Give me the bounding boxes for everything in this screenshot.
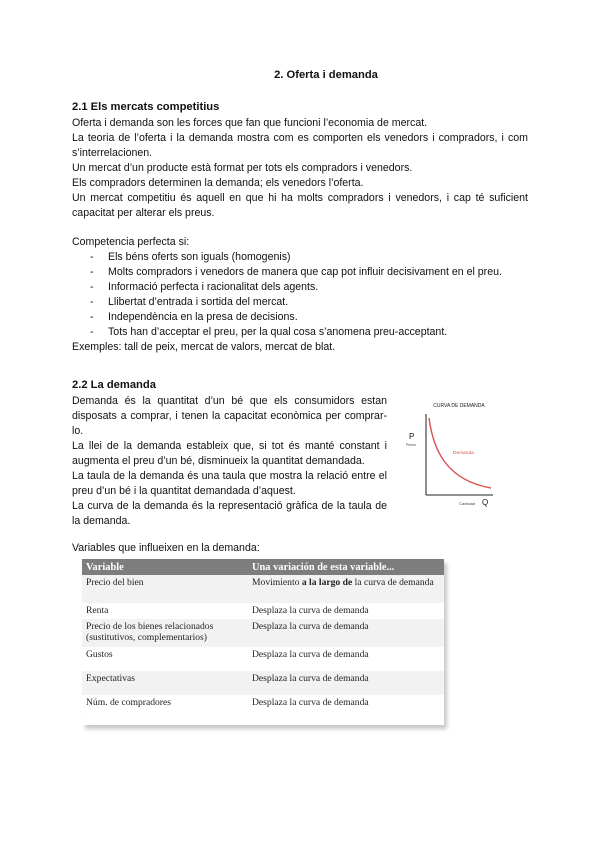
variable-cell: Precio de los bienes relacionados (sustitutivos, complementarios) <box>82 619 248 647</box>
paragraph: La curva de la demanda és la representació gràfica de la taula de la demanda. <box>72 500 387 527</box>
paragraph: La llei de la demanda estableix que, si tot és manté constant i augmenta el preu d’un bé, disminueix la quantitat demandada. <box>72 440 387 467</box>
effect-cell: Desplaza la curva de demanda <box>248 603 444 619</box>
variable-cell: Precio del bien <box>82 575 248 603</box>
table-header-row <box>82 559 444 575</box>
y-axis-sublabel: Precio <box>406 443 416 447</box>
competencia-block <box>72 235 528 355</box>
list-item: - Tots han d’acceptar el preu, per la qual cosa s’anomena preu-acceptant. <box>72 325 528 340</box>
figure-title: CURVA DE DEMANDA <box>433 403 485 409</box>
variables-label: Variables que influeixen en la demanda: <box>72 542 260 554</box>
table-row <box>82 619 444 647</box>
paragraph: La teoria de l’oferta i la demanda mostra com es comporten els venedors i compradors, i com s’interrelacionen. <box>72 132 528 159</box>
section-heading-demanda: 2.2 La demanda <box>72 379 156 391</box>
list-item: - Independència en la presa de decisions. <box>72 310 528 325</box>
effect-cell: Desplaza la curva de demanda <box>248 647 444 671</box>
curve-label: Demanda <box>453 451 474 456</box>
variable-cell: Renta <box>82 603 248 619</box>
table-row <box>82 647 444 671</box>
table-row <box>82 671 444 695</box>
effect-text: Movimiento <box>252 577 302 588</box>
table-row <box>82 695 444 725</box>
paragraph: Oferta i demanda son les forces que fan que funcioni l’economia de mercat. <box>72 117 428 129</box>
page-title: 2. Oferta i demanda <box>274 69 378 81</box>
x-axis-letter: Q <box>482 498 489 507</box>
effect-cell <box>248 575 444 603</box>
section-heading-mercats: 2.1 Els mercats competitius <box>72 101 220 113</box>
effect-cell: Desplaza la curva de demanda <box>248 671 444 695</box>
list-item: - Informació perfecta i racionalitat dels agents. <box>72 280 528 295</box>
paragraph: Demanda és la quantitat d’un bé que els consumidors estan disposats a comprar, i tenen la capacitat econòmica per comprar-lo. <box>72 395 387 437</box>
paragraph: Un mercat competitiu és aquell en que hi ha molts compradors i venedors, i cap té suficient capacitat per alterar els preus. <box>72 192 528 219</box>
paragraph: Els compradors determinen la demanda; els venedors l’oferta. <box>72 177 364 189</box>
list-item: - Llibertat d’entrada i sortida del mercat. <box>72 295 528 310</box>
variable-cell: Núm. de compradores <box>82 695 248 725</box>
competencia-list <box>72 250 528 340</box>
demand-curve-figure <box>405 398 505 510</box>
table-row <box>82 603 444 619</box>
demand-variables-table <box>82 559 444 725</box>
examples-text: Exemples: tall de peix, mercat de valors, mercat de blat. <box>72 341 336 353</box>
table-row <box>82 575 444 603</box>
column-header-effect: Una variación de esta variable... <box>248 559 444 575</box>
list-item: - Els béns oferts son iguals (homogenis) <box>72 250 528 265</box>
list-item: - Molts compradors i venedors de manera que cap pot influir decisivament en el preu. <box>72 265 528 280</box>
section1-text <box>72 116 528 221</box>
paragraph: Un mercat d’un producte està format per tots els compradors i venedors. <box>72 162 413 174</box>
effect-text: la curva de demanda <box>352 577 434 588</box>
effect-cell: Desplaza la curva de demanda <box>248 619 444 647</box>
effect-emphasis: a la largo de <box>301 577 353 588</box>
x-axis-label: Cantidad <box>459 501 476 506</box>
y-axis-label: P <box>409 432 415 441</box>
section2-text <box>72 394 387 529</box>
variable-cell: Expectativas <box>82 671 248 695</box>
competencia-label: Competencia perfecta si: <box>72 236 190 248</box>
effect-cell: Desplaza la curva de demanda <box>248 695 444 725</box>
column-header-variable: Variable <box>82 559 248 575</box>
variable-cell: Gustos <box>82 647 248 671</box>
paragraph: La taula de la demanda és una taula que mostra la relació entre el preu d’un bé i la quantitat demandada d’aquest. <box>72 470 387 497</box>
